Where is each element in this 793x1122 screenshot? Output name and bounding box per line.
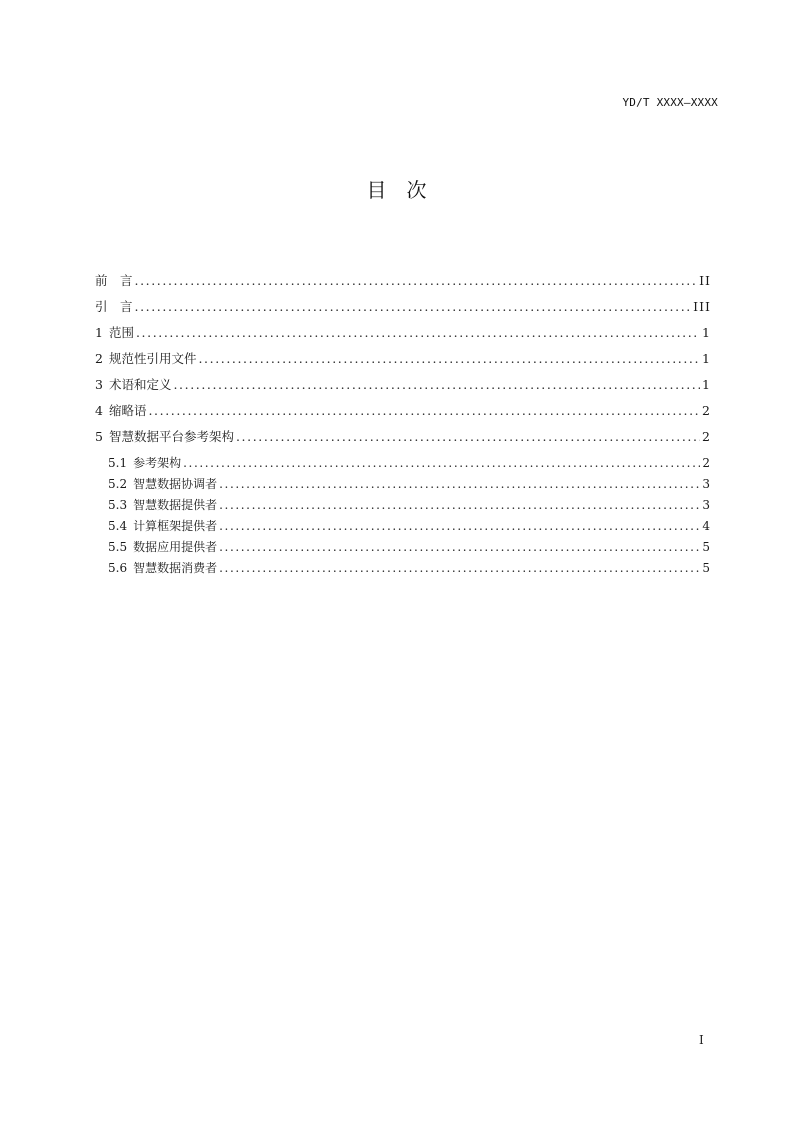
toc-entry-2[interactable] (95, 342, 711, 368)
toc-entry-5-2[interactable] (95, 472, 711, 493)
toc-dot-leader (219, 559, 700, 577)
table-of-contents (95, 264, 711, 577)
toc-dot-leader (183, 454, 700, 472)
toc-dot-leader (136, 324, 700, 342)
toc-entry-page: II (699, 273, 711, 288)
page-number: I (699, 1033, 704, 1047)
toc-dot-leader (198, 350, 700, 368)
toc-entry-label: 4 缩略语 (95, 403, 147, 418)
toc-dot-leader (135, 298, 692, 316)
toc-entry-page: 1 (702, 351, 711, 366)
toc-entry-page: 3 (702, 498, 711, 512)
toc-dot-leader (219, 496, 700, 514)
toc-entry-label: 5.3 智慧数据提供者 (108, 498, 218, 512)
toc-entry-label: 前 言 (95, 273, 133, 288)
toc-entry-label: 2 规范性引用文件 (95, 351, 197, 366)
toc-entry-5[interactable] (95, 420, 711, 446)
toc-entry-page: 2 (702, 456, 711, 470)
toc-entry-label: 1 范围 (95, 325, 134, 340)
toc-entry-label: 5.6 智慧数据消费者 (108, 561, 218, 575)
toc-title: 目 次 (366, 178, 427, 202)
toc-entry-page: 2 (702, 429, 711, 444)
toc-entry-label: 引 言 (95, 299, 133, 314)
toc-entry-5-4[interactable] (95, 514, 711, 535)
toc-entry-foreword[interactable] (95, 264, 711, 290)
toc-entry-4[interactable] (95, 394, 711, 420)
toc-entry-5-1[interactable] (95, 446, 711, 472)
toc-entry-page: 4 (702, 519, 711, 533)
document-code: YD/T XXXX—XXXX (622, 96, 718, 109)
toc-entry-label: 5.1 参考架构 (108, 456, 182, 470)
toc-entry-introduction[interactable] (95, 290, 711, 316)
toc-entry-page: 1 (702, 325, 711, 340)
toc-dot-leader (219, 517, 700, 535)
toc-dot-leader (148, 402, 700, 420)
toc-dot-leader (135, 272, 698, 290)
toc-entry-page: 5 (702, 540, 711, 554)
toc-entry-label: 5.2 智慧数据协调者 (108, 477, 218, 491)
toc-dot-leader (173, 376, 700, 394)
toc-entry-5-6[interactable] (95, 556, 711, 577)
toc-entry-page: 2 (702, 403, 711, 418)
toc-entry-3[interactable] (95, 368, 711, 394)
toc-entry-label: 5 智慧数据平台参考架构 (95, 429, 234, 444)
toc-entry-label: 3 术语和定义 (95, 377, 172, 392)
toc-entry-5-3[interactable] (95, 493, 711, 514)
toc-dot-leader (236, 428, 700, 446)
toc-entry-label: 5.5 数据应用提供者 (108, 540, 218, 554)
toc-dot-leader (219, 475, 700, 493)
toc-entry-page: III (693, 299, 711, 314)
toc-entry-label: 5.4 计算框架提供者 (108, 519, 218, 533)
toc-dot-leader (219, 538, 700, 556)
toc-entry-page: 3 (702, 477, 711, 491)
toc-entry-1[interactable] (95, 316, 711, 342)
toc-entry-page: 5 (702, 561, 711, 575)
toc-entry-5-5[interactable] (95, 535, 711, 556)
toc-entry-page: 1 (702, 377, 711, 392)
